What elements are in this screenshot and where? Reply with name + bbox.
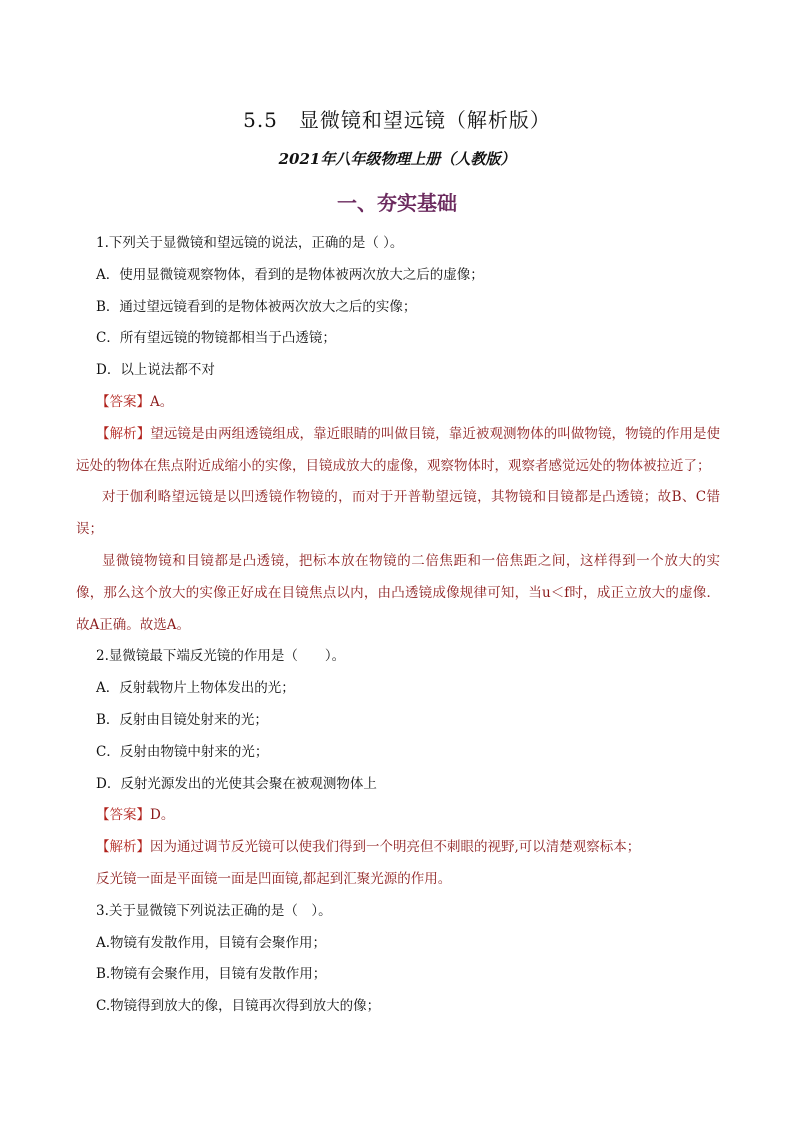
q1-option-d: D．以上说法都不对 — [96, 362, 215, 379]
answer-tag: 【答案】 — [96, 807, 150, 824]
question-2: 2.显微镜最下端反光镜的作用是（ ）。 — [96, 648, 346, 665]
answer-tag: 【答案】 — [96, 393, 150, 410]
question-1: 1.下列关于显微镜和望远镜的说法，正确的是（ ）。 — [96, 235, 404, 251]
analysis-tag: 【解析】 — [96, 839, 150, 856]
q1-option-b: B．通过望远镜看到的是物体被两次放大之后的实像； — [96, 298, 417, 315]
section-heading: 一、夯实基础 — [337, 191, 457, 215]
q2-answer — [76, 800, 720, 832]
q1-option-c: C．所有望远镜的物镜都相当于凸透镜； — [96, 330, 336, 347]
question-3: 3.关于显微镜下列说法正确的是（ ）。 — [96, 902, 332, 919]
analysis-tag: 【解析】 — [96, 425, 151, 442]
q2-option-b: B．反射由目镜处射来的光； — [96, 711, 268, 728]
analysis-text: 望远镜是由两组透镜组成，靠近眼睛的叫做目镜，靠近被观测物体的叫做物镜，物镜的作用是使远处的物体在焦点附近成缩小的实像，目镜成放大的虚像，观察物体时，观察者感觉远处的物体被拉近了； — [76, 425, 721, 474]
content — [76, 228, 720, 1023]
q3-option-a: A.物镜有发散作用，目镜有会聚作用； — [96, 934, 327, 951]
answer-value: A。 — [150, 393, 174, 410]
q2-option-a: A．反射载物片上物体发出的光； — [96, 680, 295, 697]
q1-analysis-2: 对于伽利略望远镜是以凹透镜作物镜的，而对于开普勒望远镜，其物镜和目镜都是凸透镜；故B、C错误； — [76, 489, 720, 538]
document-subtitle: 2021年八年级物理上册（人教版） — [278, 150, 516, 168]
q1-answer — [76, 387, 720, 419]
answer-value: D。 — [150, 807, 175, 824]
q3-option-c: C.物镜得到放大的像，目镜再次得到放大的像； — [96, 998, 381, 1015]
q2-option-c: C．反射由物镜中射来的光； — [96, 743, 269, 760]
analysis-text: 因为通过调节反光镜可以使我们得到一个明亮但不刺眼的视野,可以清楚观察标本； — [150, 839, 641, 856]
q2-option-d: D．反射光源发出的光使其会聚在被观测物体上 — [96, 775, 377, 792]
document-title: 5.5 显微镜和望远镜（解析版） — [243, 108, 551, 132]
q3-option-b: B.物镜有会聚作用，目镜有发散作用； — [96, 966, 327, 983]
q2-analysis-1 — [76, 832, 720, 864]
q1-analysis-3: 显微镜物镜和目镜都是凸透镜，把标本放在物镜的二倍焦距和一倍焦距之间，这样得到一个放大的实像，那么这个放大的实像正好成在目镜焦点以内，由凸透镜成像规律可知，当u＜f时，成正立放大的虚像．故A正确。故选A。 — [76, 552, 720, 633]
q2-analysis-2: 反光镜一面是平面镜一面是凹面镜,都起到汇聚光源的作用。 — [96, 870, 452, 887]
q1-option-a: A．使用显微镜观察物体，看到的是物体被两次放大之后的虚像； — [96, 266, 484, 283]
q1-analysis-1 — [76, 419, 720, 483]
